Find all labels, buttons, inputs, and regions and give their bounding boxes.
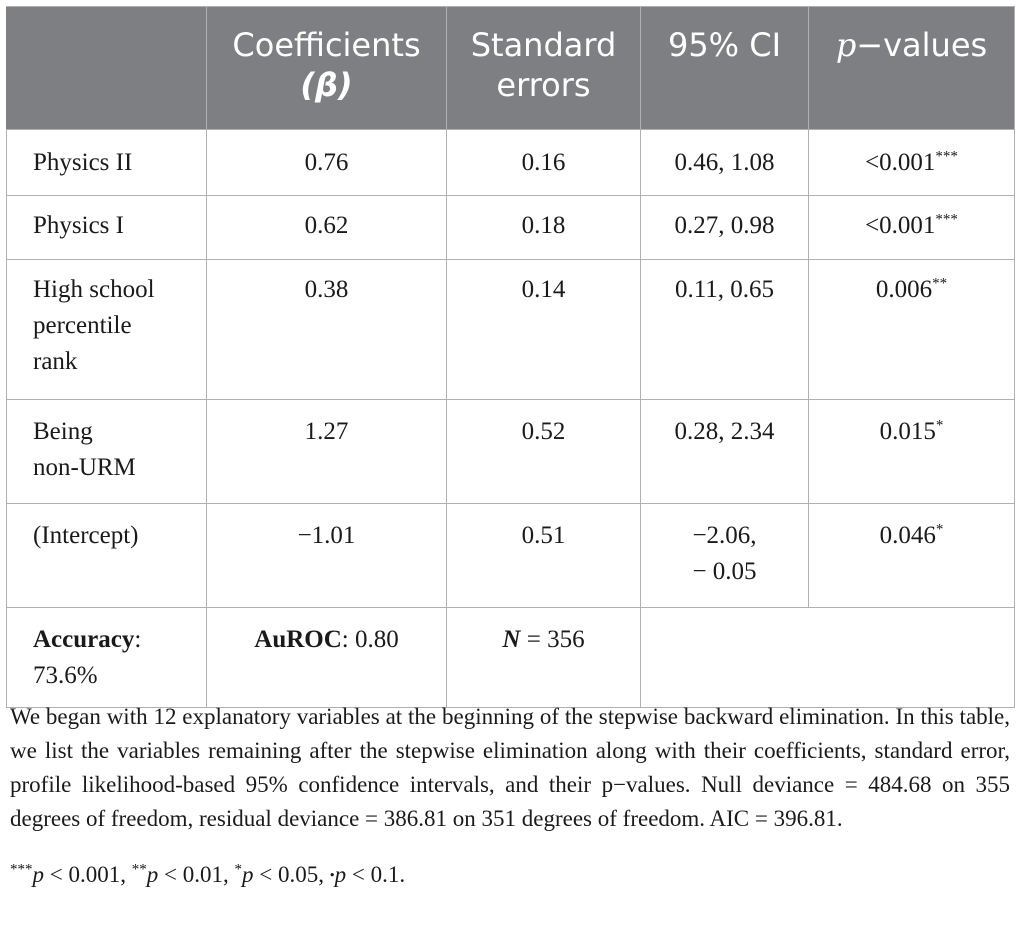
header-p-values	[809, 7, 1015, 130]
row-ci: 0.27, 0.98	[641, 196, 809, 260]
accuracy-value: 73.6%	[33, 662, 98, 689]
table-row	[7, 260, 1015, 400]
row-p-stars: **	[932, 275, 948, 292]
row-p-value: 0.046	[879, 522, 936, 549]
header-coefficients	[207, 7, 447, 130]
row-se: 0.52	[447, 400, 641, 504]
auroc-label: AuROC	[254, 626, 342, 653]
row-p-stars: *	[935, 417, 944, 434]
row-coef: −1.01	[207, 504, 447, 608]
row-label-line1: High school	[33, 276, 155, 303]
row-se: 0.14	[447, 260, 641, 400]
sig4-p: p	[334, 862, 347, 887]
accuracy-label: Accuracy	[33, 626, 135, 653]
row-p	[809, 260, 1015, 400]
sig2-p: p	[146, 862, 159, 887]
sig1-stars: ***	[10, 861, 33, 878]
significance-legend	[10, 862, 405, 888]
sig2-rest: < 0.01,	[158, 862, 235, 887]
row-ci: 0.28, 2.34	[641, 400, 809, 504]
sig4-mark: •	[329, 868, 335, 884]
row-ci-line1: −2.06,	[692, 522, 757, 549]
row-ci-line2: − 0.05	[692, 558, 757, 585]
row-label	[7, 400, 207, 504]
header-p-rest: −values	[856, 26, 988, 64]
table-footnote: We began with 12 explanatory variables at the beginning of the stepwise backward elimination. In this table, we list the variables remaining after the stepwise elimination along with their coefficients, standard error, profile likelihood-based 95% confidence intervals, and their p−values. Null deviance = 484.68 on 355 degrees of freedom, residual deviance = 386.81 on 351 degrees of freedom. AIC = 396.81.	[10, 704, 1010, 831]
n-label: N	[502, 626, 521, 653]
row-p	[809, 196, 1015, 260]
header-standard-errors	[447, 7, 641, 130]
row-label: Physics I	[7, 196, 207, 260]
row-ci: 0.46, 1.08	[641, 130, 809, 196]
header-standard-errors-line2: errors	[496, 66, 591, 104]
row-p-stars: ***	[935, 211, 958, 228]
table-row	[7, 504, 1015, 608]
row-ci	[641, 504, 809, 608]
row-label: Physics II	[7, 130, 207, 196]
row-label-line1: Being	[33, 418, 93, 445]
row-p-value: 0.015	[879, 418, 936, 445]
row-label: (Intercept)	[7, 504, 207, 608]
row-p	[809, 130, 1015, 196]
row-label-line3: rank	[33, 348, 78, 375]
regression-table-container	[6, 6, 1014, 708]
row-p	[809, 400, 1015, 504]
row-se: 0.16	[447, 130, 641, 196]
summary-row	[7, 608, 1015, 708]
n-cell	[447, 608, 641, 708]
table-row	[7, 196, 1015, 260]
row-label-line2: non-URM	[33, 454, 136, 481]
header-standard-errors-line1: Standard	[470, 26, 617, 64]
row-p	[809, 504, 1015, 608]
sig1-rest: < 0.001,	[44, 862, 132, 887]
sig1-p: p	[32, 862, 44, 887]
regression-table	[6, 6, 1015, 708]
row-label	[7, 260, 207, 400]
row-ci: 0.11, 0.65	[641, 260, 809, 400]
row-p-stars: ***	[935, 148, 958, 165]
row-coef: 0.62	[207, 196, 447, 260]
auroc-cell	[207, 608, 447, 708]
sig2-stars: **	[131, 861, 147, 878]
header-coefficients-line2: (β)	[300, 66, 353, 104]
row-se: 0.18	[447, 196, 641, 260]
auroc-value: : 0.80	[341, 626, 399, 653]
sig3-stars: *	[234, 861, 242, 878]
header-variable	[7, 7, 207, 130]
sig4-rest: < 0.1.	[346, 862, 406, 887]
table-row	[7, 130, 1015, 196]
table-row	[7, 400, 1015, 504]
row-label-line2: percentile	[33, 312, 132, 339]
row-coef: 1.27	[207, 400, 447, 504]
row-se: 0.51	[447, 504, 641, 608]
row-p-value: <0.001	[865, 149, 936, 176]
row-p-value: 0.006	[875, 276, 933, 303]
header-p-italic: p	[835, 26, 857, 64]
header-ci: 95% CI	[641, 7, 809, 130]
sig3-p: p	[241, 862, 254, 887]
header-row	[7, 7, 1015, 130]
header-coefficients-line1: Coefficients	[232, 26, 421, 64]
row-coef: 0.38	[207, 260, 447, 400]
n-value: = 356	[520, 626, 585, 653]
sig3-rest: < 0.05,	[253, 862, 330, 887]
row-p-value: <0.001	[865, 212, 936, 239]
row-p-stars: *	[935, 521, 944, 538]
row-coef: 0.76	[207, 130, 447, 196]
accuracy-cell	[7, 608, 207, 708]
accuracy-colon: :	[134, 626, 142, 653]
empty-cell	[641, 608, 1015, 708]
